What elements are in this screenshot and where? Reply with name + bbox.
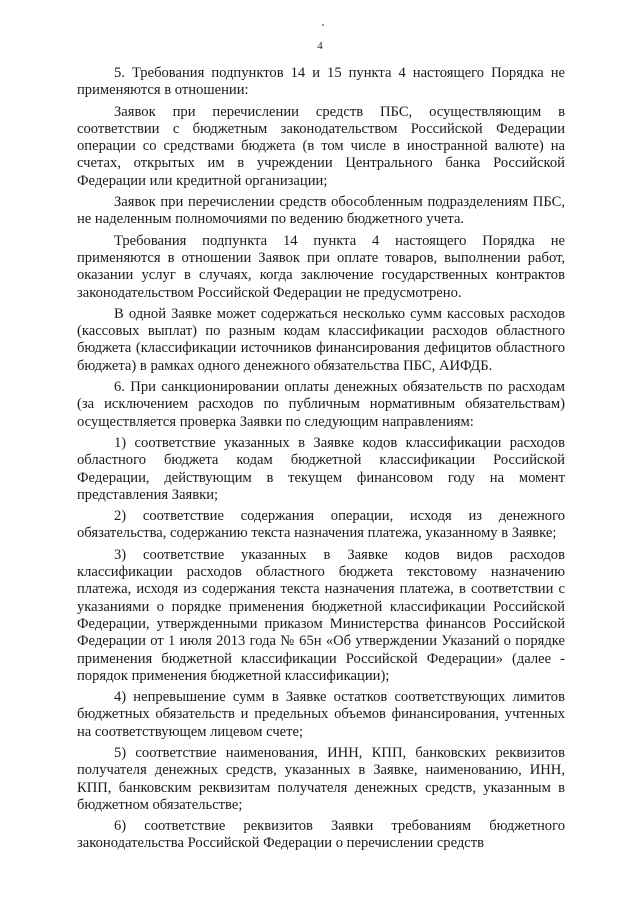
paragraph-6-item-1: 1) соответствие указанных в Заявке кодов классификации расходов областного бюджета кодам бюджетной классификации Российской Федерации, действующим в текущем финансовом году на момент представления Заявки; — [77, 434, 565, 503]
paragraph-5-item-1: Заявок при перечислении средств ПБС, осуществляющим в соответствии с бюджетным законодательством Российской Федерации операции со средствами бюджета (в том числе в иностранной валюте) на счетах, открытых им в учреждении Центрального банка Российской Федерации или кредитной организации; — [77, 103, 565, 189]
document-body — [77, 65, 565, 857]
paragraph-6-intro: 6. При санкционировании оплаты денежных обязательств по расходам (за исключением расходов по публичным нормативным обязательствам) осуществляется проверка Заявки по следующим направлениям: — [77, 379, 565, 430]
page-number: 4 — [317, 40, 323, 52]
paragraph-5-exception: Требования подпункта 14 пункта 4 настоящего Порядка не применяются в отношении Заявок при оплате товаров, выполнении работ, оказании услуг в случаях, когда заключение государственных контрактов законодательством Российской Федерации не предусмотрено. — [77, 232, 565, 301]
paragraph-6-item-4: 4) непревышение сумм в Заявке остатков соответствующих лимитов бюджетных обязательств и предельных объемов финансирования, учтенных на соответствующем лицевом счете; — [77, 689, 565, 740]
paragraph-5-item-2: Заявок при перечислении средств обособленным подразделениям ПБС, не наделенным полномочиями по ведению бюджетного учета. — [77, 194, 565, 228]
paragraph-6-item-6: 6) соответствие реквизитов Заявки требованиям бюджетного законодательства Российской Федерации о перечислении средств — [77, 818, 565, 852]
paragraph-6-item-2: 2) соответствие содержания операции, исходя из денежного обязательства, содержанию текста назначения платежа, указанному в Заявке; — [77, 508, 565, 542]
paragraph-6-item-3: 3) соответствие указанных в Заявке кодов видов расходов классификации расходов областного бюджета текстовому назначению платежа, исходя из содержания текста назначения платежа, в соответствии с указаниями о порядке применения бюджетной классификации Российской Федерации, утвержденными приказом Министерства финансов Российской Федерации от 1 июля 2013 года № 65н «Об утверждении Указаний о порядке применения бюджетной классификации Российской Федерации» (далее - порядок применения бюджетной классификации); — [77, 546, 565, 684]
scan-speck — [322, 24, 324, 26]
paragraph-6-item-5: 5) соответствие наименования, ИНН, КПП, банковских реквизитов получателя денежных средств, указанных в Заявке, наименованию, ИНН, КПП, банковским реквизитам получателя денежных средств, указанным в бюджетном обязательстве; — [77, 744, 565, 813]
paragraph-5-intro: 5. Требования подпунктов 14 и 15 пункта 4 настоящего Порядка не применяются в отношении: — [77, 65, 565, 99]
paragraph-5-multiple-sums: В одной Заявке может содержаться несколько сумм кассовых расходов (кассовых выплат) по разным кодам классификации расходов областного бюджета (классификации источников финансирования дефицитов областного бюджета) в рамках одного денежного обязательства ПБС, АИФДБ. — [77, 305, 565, 374]
